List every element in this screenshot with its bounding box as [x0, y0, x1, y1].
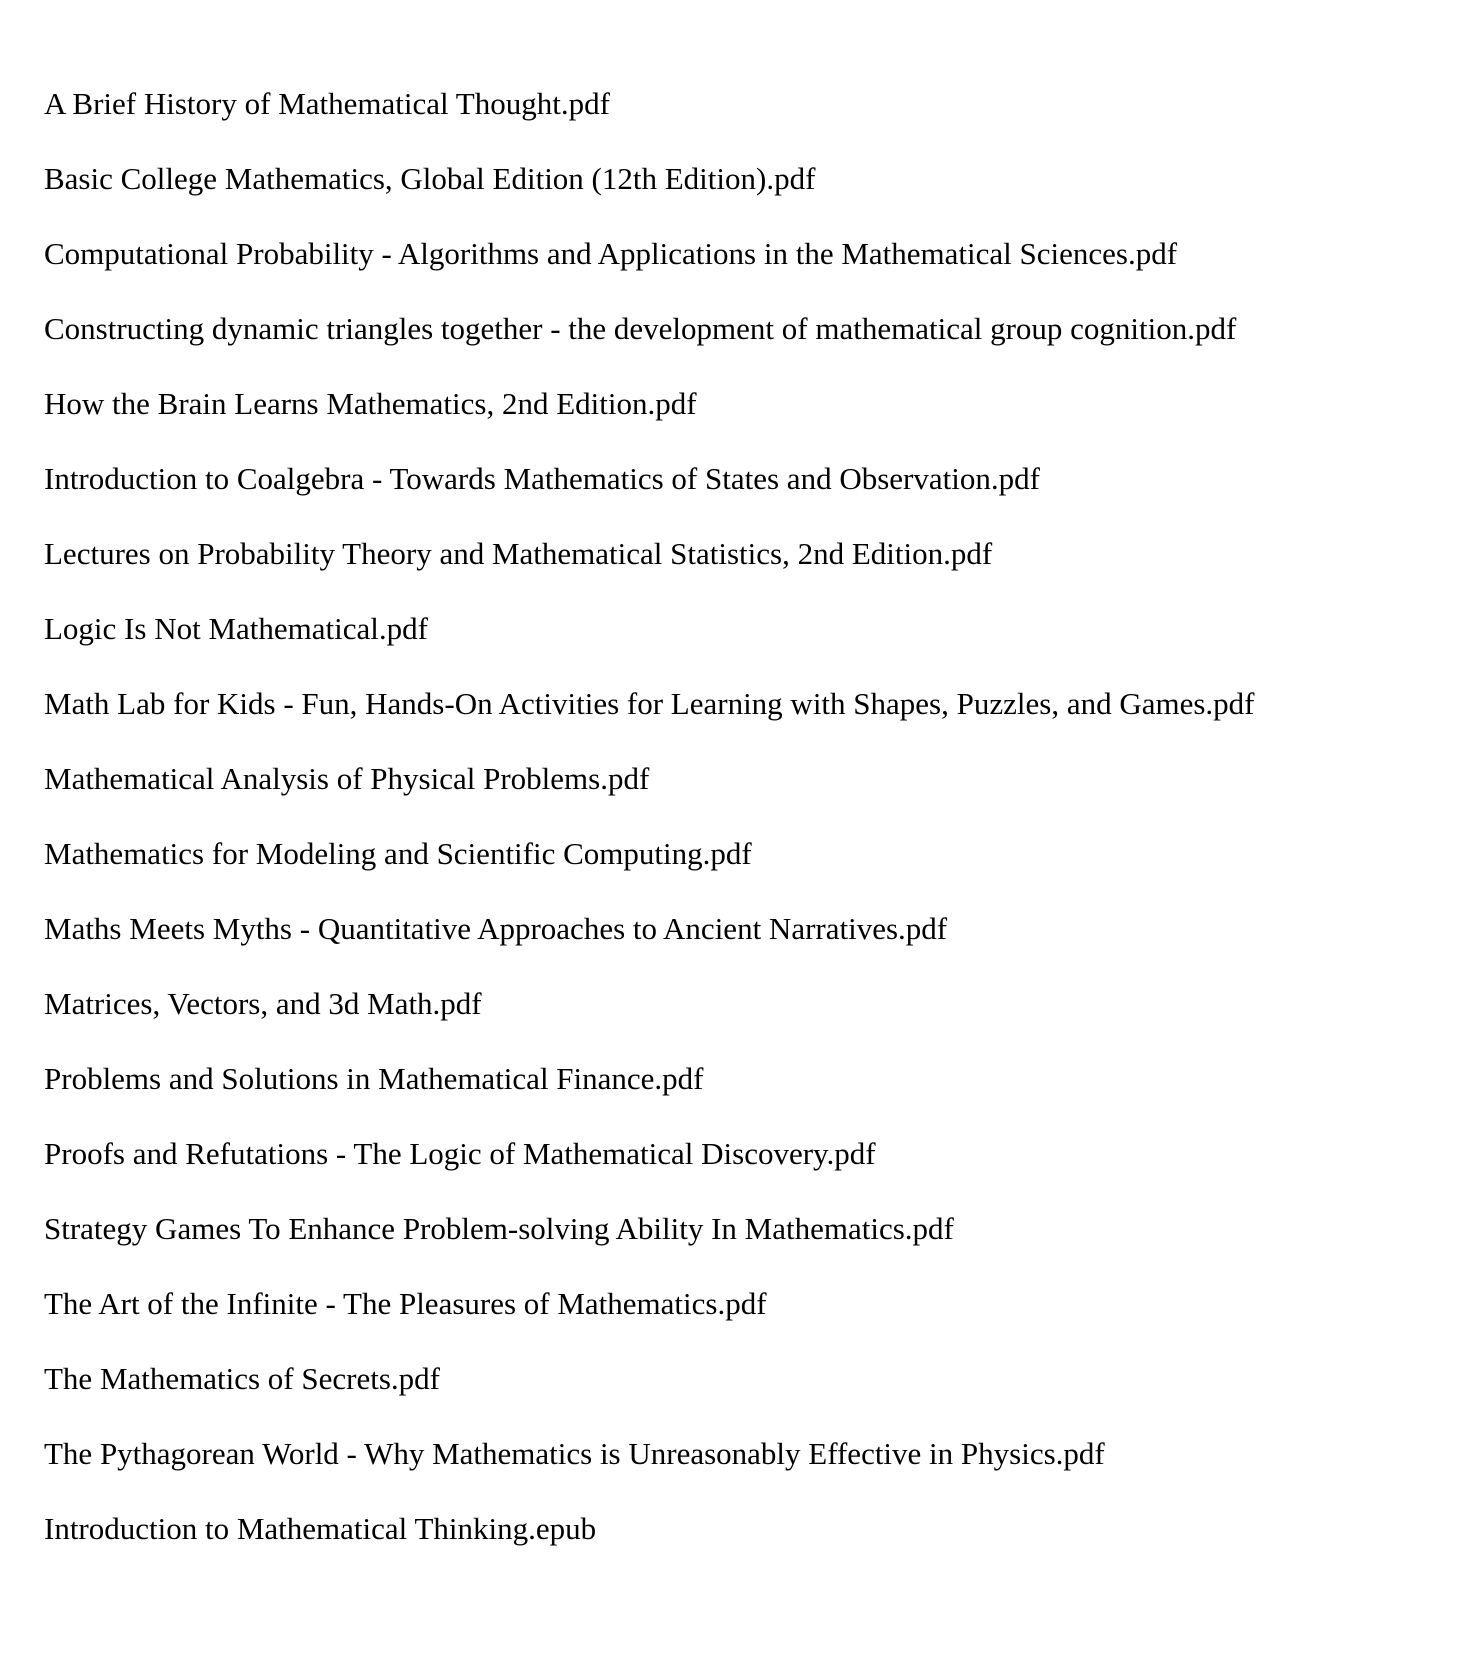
file-list-item: Logic Is Not Mathematical.pdf [44, 611, 428, 646]
file-list [44, 84, 1444, 1584]
file-list-item: Strategy Games To Enhance Problem-solving Ability In Mathematics.pdf [44, 1211, 954, 1246]
file-list-item: A Brief History of Mathematical Thought.pdf [44, 86, 610, 121]
file-list-item: Basic College Mathematics, Global Edition (12th Edition).pdf [44, 161, 816, 196]
file-list-item: Mathematics for Modeling and Scientific Computing.pdf [44, 836, 752, 871]
file-list-item: Constructing dynamic triangles together - the development of mathematical group cognition.pdf [44, 311, 1237, 346]
file-list-item: Computational Probability - Algorithms and Applications in the Mathematical Sciences.pdf [44, 236, 1178, 271]
file-list-item: Lectures on Probability Theory and Mathematical Statistics, 2nd Edition.pdf [44, 536, 993, 571]
file-list-item: The Art of the Infinite - The Pleasures of Mathematics.pdf [44, 1286, 767, 1321]
file-list-item: The Mathematics of Secrets.pdf [44, 1361, 440, 1396]
file-list-item: How the Brain Learns Mathematics, 2nd Edition.pdf [44, 386, 697, 421]
file-list-item: Mathematical Analysis of Physical Problems.pdf [44, 761, 650, 796]
file-list-item: Math Lab for Kids - Fun, Hands-On Activities for Learning with Shapes, Puzzles, and Games.pdf [44, 686, 1255, 721]
file-list-item: Maths Meets Myths - Quantitative Approaches to Ancient Narratives.pdf [44, 911, 948, 946]
file-list-item: Introduction to Mathematical Thinking.epub [44, 1511, 597, 1546]
file-list-item: The Pythagorean World - Why Mathematics is Unreasonably Effective in Physics.pdf [44, 1436, 1105, 1471]
file-list-item: Matrices, Vectors, and 3d Math.pdf [44, 986, 482, 1021]
file-list-item: Proofs and Refutations - The Logic of Mathematical Discovery.pdf [44, 1136, 876, 1171]
file-list-item: Problems and Solutions in Mathematical Finance.pdf [44, 1061, 704, 1096]
file-list-item: Introduction to Coalgebra - Towards Mathematics of States and Observation.pdf [44, 461, 1040, 496]
